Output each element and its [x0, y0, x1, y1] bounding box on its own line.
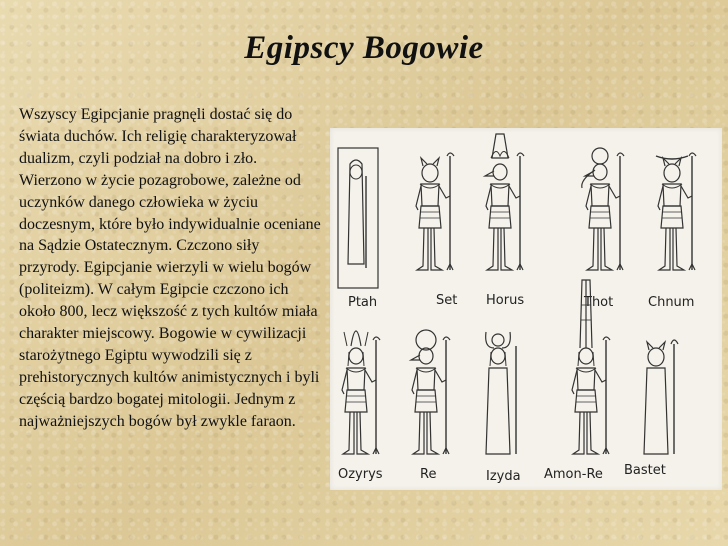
god-figure-re: [411, 330, 450, 454]
label-set: Set: [436, 293, 458, 308]
label-ptah: Ptah: [348, 295, 378, 310]
god-figure-thot: [582, 148, 624, 270]
gods-drawing: [330, 128, 722, 490]
body-paragraph: Wszyscy Egipcjanie pragnęli dostać się do świata duchów. Ich religię charakteryzował dualizm, czyli podział na dobro i zło. Wierzono w życie pozagrobowe, zależne od uczynków danego człowieka w życiu doczesnym, które było indywidualnie oceniane na Sądzie Ostatecznym. Czczono siły przyrody. Egipcjanie wierzyli w wielu bogów (politeizm). W całym Egipcie czczono ich około 800, lecz większość z tych kultów miała charakter miejscowy. Bogowie w cywilizacji starożytnego Egiptu wywodzili się z prehistorycznych kultów animistycznych i byli częścią bardzo bogatej mitologii. Jednym z najważniejszych bogów był zwykle faraon.: [19, 106, 321, 430]
label-horus: Horus: [486, 293, 525, 308]
egyptian-gods-illustration: [330, 128, 722, 490]
slide-title: Egipscy Bogowie: [244, 30, 484, 66]
god-figure-ozyrys: [342, 331, 380, 454]
god-figure-bastet: [644, 340, 678, 454]
label-ozyrys: Ozyrys: [338, 467, 383, 482]
god-figure-set: [416, 153, 454, 270]
label-thot: Thot: [584, 295, 614, 310]
label-re: Re: [420, 467, 437, 482]
god-figure-chnum: [656, 153, 696, 270]
god-figure-izyda: [486, 332, 516, 454]
god-figure-horus: [485, 134, 524, 270]
label-izyda: Izyda: [486, 469, 521, 484]
label-chnum: Chnum: [648, 295, 695, 310]
label-amon-re: Amon-Re: [544, 467, 603, 482]
label-bastet: Bastet: [624, 463, 666, 478]
god-figure-ptah: [338, 148, 378, 288]
